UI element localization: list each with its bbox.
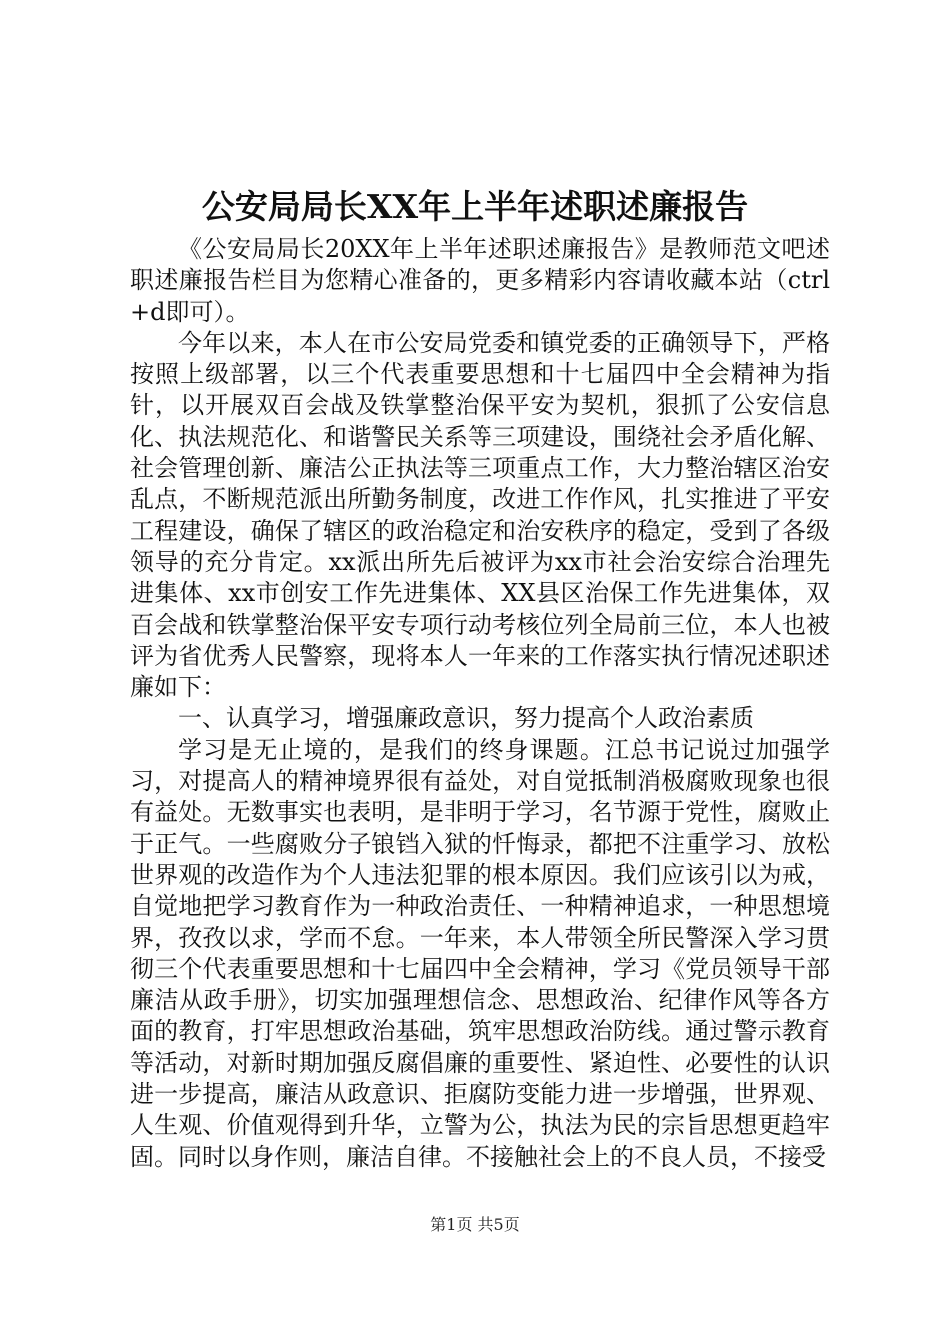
paragraph-summary: 今年以来，本人在市公安局党委和镇党委的正确领导下，严格按照上级部署，以三个代表重要思想和十七届四中全会精神为指针，以开展双百会战及铁掌整治保平安为契机，狠抓了公安信息化、执法规范化、和谐警民关系等三项建设，围绕社会矛盾化解、社会管理创新、廉洁公正执法等三项重点工作，大力整治辖区治安乱点，不断规范派出所勤务制度，改进工作作风，扎实推进了平安工程建设，确保了辖区的政治稳定和治安秩序的稳定，受到了各级领导的充分肯定。xx派出所先后被评为xx市社会治安综合治理先进集体、xx市创安工作先进集体、XX县区治保工作先进集体，双百会战和铁掌整治保平安专项行动考核位列全局前三位，本人也被评为省优秀人民警察，现将本人一年来的工作落实执行情况述职述廉如下： (130, 328, 830, 702)
section-heading: 一、认真学习，增强廉政意识，努力提高个人政治素质 (178, 704, 754, 733)
paragraph-study: 学习是无止境的，是我们的终身课题。江总书记说过加强学习，对提高人的精神境界很有益处，对自觉抵制消极腐败现象也很有益处。无数事实也表明，是非明于学习，名节源于党性，腐败止于正气。一些腐败分子锒铛入狱的忏悔录，都把不注重学习、放松世界观的改造作为个人违法犯罪的根本原因。我们应该引以为戒，自觉地把学习教育作为一种政治责任、一种精神追求，一种思想境界，孜孜以求，学而不怠。一年来，本人带领全所民警深入学习贯彻三个代表重要思想和十七届四中全会精神，学习《党员领导干部廉洁从政手册》，切实加强理想信念、思想政治、纪律作风等各方面的教育，打牢思想政治基础，筑牢思想政治防线。通过警示教育等活动，对新时期加强反腐倡廉的重要性、紧迫性、必要性的认识进一步提高，廉洁从政意识、拒腐防变能力进一步增强，世界观、人生观、价值观得到升华，立警为公，执法为民的宗旨思想更趋牢固。同时以身作则，廉洁自律。不接触社会上的不良人员，不接受 (130, 735, 830, 1171)
page-footer: 第1页 共5页 (430, 1215, 520, 1234)
document-title: 公安局局长XX年上半年述职述廉报告 (201, 187, 749, 226)
paragraph-intro: 《公安局局长20XX年上半年述职述廉报告》是教师范文吧述职述廉报告栏目为您精心准备的，更多精彩内容请收藏本站（ctrl+d即可）。 (130, 235, 830, 326)
document-body (130, 234, 830, 1173)
